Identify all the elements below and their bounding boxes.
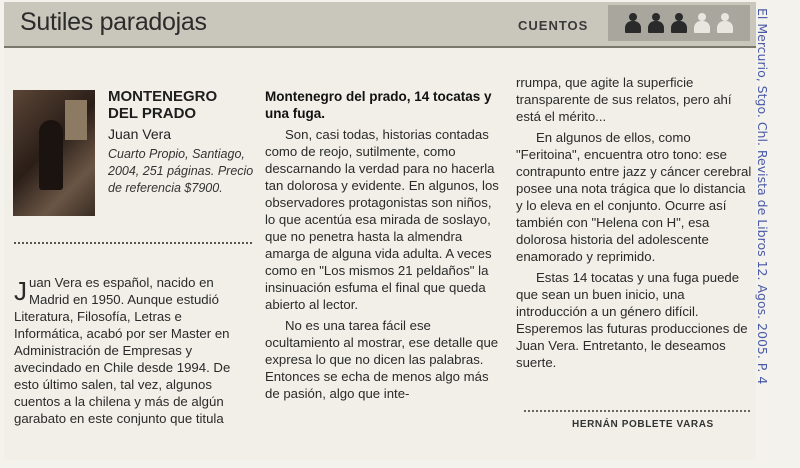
book-author: Juan Vera [108,126,172,142]
rating-person-icon-empty [716,12,734,34]
category-label: CUENTOS [518,18,589,33]
column-3-paragraph-2: En algunos de ellos, como "Feritoina", encuentra otro tono: ese contrapunto entre jazz y cáncer cerebral posee una nota trágica que lo distancia y lo eleva en el conjunto. Ocurre así también con "Helena con H", esa dolorosa historia del adolescente enamorado y reprimido. [516,130,752,264]
rating-person-icon-filled [624,12,642,34]
handwritten-note-text: El Mercurio, Stgo. Chl. Revista de Libros 12. Agos. 2005. P. 4 [755,8,770,385]
article-heading: Montenegro del prado, 14 tocatas y una fuga. [265,89,492,121]
newspaper-clipping [4,2,756,460]
article-column-2 [265,88,501,402]
column-2-paragraph-1: Son, casi todas, historias contadas como de reojo, sutilmente, como descarnando la verdad para no hacerla tan dolorosa y evidente. En algunos, los observadores protagonistas son niños, lo que acentúa esa mirada de soslayo, que no penetra hasta la almendra amarga de alguna vida adulta. A veces como en "Los mismos 21 peldaños" la insinuación esfuma el final que queda abierto al lector. [265,127,499,312]
rating-person-icon-empty [693,12,711,34]
book-cover-image [13,90,95,216]
book-title [108,88,217,122]
column-3-paragraph-1: rrumpa, que agite la superficie transparente de sus relatos, pero ahí está el mérito... [516,75,732,124]
article-column-1 [14,274,254,427]
byline-divider [524,410,750,412]
rating [608,5,750,41]
section-title: Sutiles paradojas [20,8,207,36]
rating-person-icon-filled [670,12,688,34]
dotted-divider [14,242,252,244]
byline: HERNÁN POBLETE VARAS [572,419,714,430]
column-1-text: uan Vera es español, nacido en Madrid en 1950. Aunque estudió Literatura, Filosofía, Letras e Informática, acabó por ser Master en Administración de Empresas y avecindado en Chile desde 1994. De esto último salen, tal vez, algunos cuentos a la chilena y más de algún garabato en este conjunto que titula [14,275,231,426]
rating-person-icon-filled [647,12,665,34]
drop-cap: J [14,276,27,306]
book-title-line2: DEL PRADO [108,105,197,122]
column-3-paragraph-3: Estas 14 tocatas y una fuga puede que sean un buen inicio, una introducción a un género difícil. Esperemos las futuras producciones de Juan Vera. Entretanto, le deseamos suerte. [516,270,748,370]
section-header [4,2,756,48]
article-column-3 [516,74,752,371]
book-publication-info: Cuarto Propio, Santiago, 2004, 251 páginas. Precio de referencia $7900. [108,147,254,195]
book-title-line1: MONTENEGRO [108,88,218,105]
column-2-paragraph-2: No es una tarea fácil ese ocultamiento al mostrar, ese detalle que expresa lo que no dicen las palabras. Entonces se echa de menos algo más de pasión, algo que inte- [265,318,499,401]
